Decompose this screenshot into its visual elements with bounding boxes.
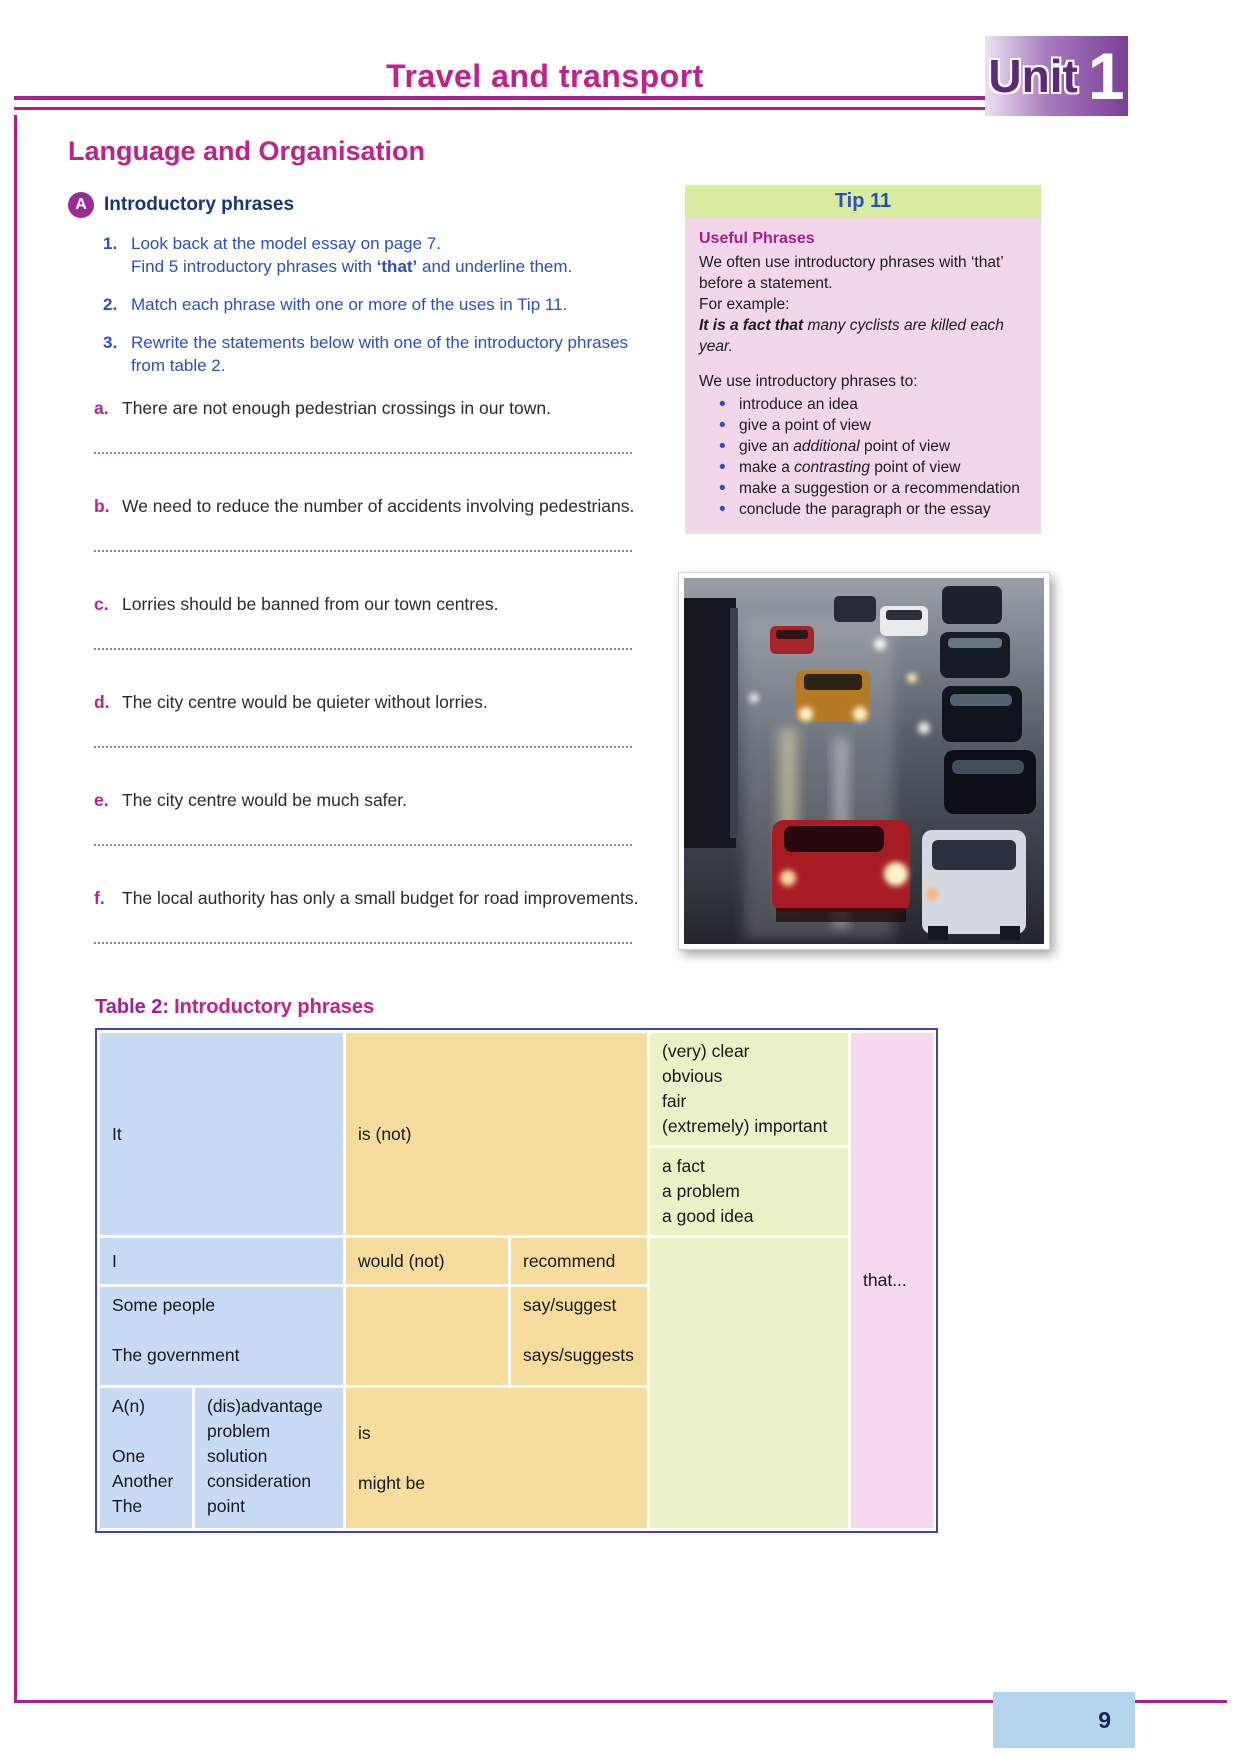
statement-b [94,495,646,552]
instruction-number: 2. [103,295,118,314]
tip-intro: We often use introductory phrases with ‘that’ before a statement. [699,254,1004,292]
answer-line [94,942,632,944]
tip-use-text: give a point of view [739,417,871,434]
tip-body [685,218,1041,534]
tip-use-item [719,457,1027,478]
tip-use-text: make a [739,459,795,476]
left-margin-rule [14,115,17,1703]
statement-d [94,691,646,748]
statement-letter: d. [94,692,110,712]
cell-line: Another [112,1471,174,1491]
answer-line [94,746,632,748]
cell-adjectives [650,1033,848,1145]
statement-a [94,397,646,454]
instruction-number: 1. [103,234,118,253]
tip-use-text: introduce an idea [739,396,858,413]
cell-is-might-be [346,1388,647,1528]
page-number-block [993,1692,1135,1748]
instruction-2 [103,293,646,316]
statement-c [94,593,646,650]
tip-use-text: point of view [859,438,951,455]
tip-use-emphasis: additional [793,438,860,455]
tip-uses-list [699,394,1027,520]
tip-use-item [719,436,1027,457]
statement-text: The city centre would be much safer. [122,790,407,810]
cell-line: A(n) [112,1396,146,1416]
tip-use-text: conclude the paragraph or the essay [739,501,991,518]
instruction-text [131,232,572,278]
cell-line: a problem [662,1181,740,1201]
instruction-text [131,331,628,377]
cell-line: solution [207,1446,268,1466]
traffic-photo [678,572,1050,950]
cell-line: (extremely) important [662,1116,828,1136]
statement-e [94,789,646,846]
tip-use-item [719,415,1027,436]
tip-use-item [719,394,1027,415]
instruction-3 [103,331,646,377]
cell-line: a fact [662,1156,705,1176]
cell-line: point [207,1496,245,1516]
table-caption-title: Introductory phrases [174,996,375,1018]
cell-say-suggest [511,1287,647,1385]
cell-line: Some people [112,1295,216,1315]
instruction-fragment: Find 5 introductory phrases with [131,257,377,276]
cell-empty-green [650,1238,848,1528]
cell-line: obvious [662,1066,723,1086]
tip-example-label: For example: [699,296,790,313]
cell-line: might be [358,1472,426,1493]
statement-letter: f. [94,888,105,908]
tip-use-text: point of view [869,459,961,476]
tip-example-bold: It is a fact that [699,317,804,334]
table-2 [95,1028,938,1533]
statements-list [68,397,646,944]
instruction-number: 3. [103,333,118,352]
cell-subjects [100,1287,343,1385]
cell-i: I [100,1238,343,1284]
header-rule-top [14,96,1127,100]
cell-line: consideration [207,1471,312,1491]
cell-would-not: would (not) [346,1238,508,1284]
instruction-text: Match each phrase with one or more of the uses in Tip 11. [131,295,568,314]
statement-f [94,887,646,944]
header-rule-bottom [14,107,1127,110]
cell-line: is [358,1422,371,1443]
answer-line [94,452,632,454]
cell-determiners [100,1388,192,1528]
cell-line: fair [662,1091,687,1111]
answer-line [94,648,632,650]
tip-use-text: give an [739,438,794,455]
unit-number: 1 [1087,39,1125,113]
cell-line: problem [207,1421,271,1441]
instruction-fragment: and underline them. [417,257,573,276]
statement-text: There are not enough pedestrian crossings in our town. [122,398,552,418]
tip-title: Tip 11 [685,185,1041,218]
tip-box [685,185,1041,534]
instruction-line: Look back at the model essay on page 7. [131,234,441,253]
statement-letter: a. [94,398,109,418]
unit-label: Unit [988,50,1078,102]
cell-that: that... [851,1033,933,1528]
traffic-photo-image [684,578,1044,944]
cell-recommend: recommend [511,1238,647,1284]
statement-text: The local authority has only a small budget for road improvements. [122,888,639,908]
section-a-badge-icon: A [68,192,94,218]
instruction-keyword: ‘that’ [376,257,418,276]
instruction-1 [103,232,646,278]
tip-uses-lead: We use introductory phrases to: [699,373,918,390]
page-title: Language and Organisation [68,136,426,166]
tip-use-text: make a suggestion or a recommendation [739,480,1020,497]
section-a-heading: Introductory phrases [104,194,295,215]
cell-line: says/suggests [523,1345,634,1365]
tip-use-item [719,499,1027,520]
tip-subtitle: Useful Phrases [699,230,815,247]
statement-letter: e. [94,790,109,810]
statement-text: The city centre would be quieter without lorries. [122,692,488,712]
cell-line: The government [112,1345,240,1365]
cell-empty-yellow [346,1287,508,1385]
page-number: 9 [1098,1706,1111,1733]
cell-it: It [100,1033,343,1235]
answer-line [94,844,632,846]
cell-nouns [650,1148,848,1235]
section-a [68,192,646,985]
tip-example [699,315,1027,357]
statement-text: Lorries should be banned from our town centres. [122,594,499,614]
statement-letter: b. [94,496,110,516]
answer-line [94,550,632,552]
instruction-line: from table 2. [131,356,226,375]
cell-line: say/suggest [523,1295,617,1315]
cell-line: (very) clear [662,1041,750,1061]
unit-banner [985,36,1128,116]
statement-letter: c. [94,594,109,614]
table-2-caption [95,996,938,1019]
instruction-line [131,255,572,278]
section-a-header [68,192,646,218]
table-caption-label: Table 2: [95,996,170,1018]
page-header-title: Travel and transport [386,58,704,94]
cell-line: The [112,1496,143,1516]
table-2-section [95,996,938,1533]
tip-use-emphasis: contrasting [794,459,870,476]
cell-line: One [112,1446,146,1466]
tip-example-rest: many cyclists are killed each year. [699,317,1004,355]
instruction-line: Rewrite the statements below with one of the introductory phrases [131,333,629,352]
cell-is-not: is (not) [346,1033,647,1235]
cell-line: a good idea [662,1206,754,1226]
statement-text: We need to reduce the number of accidents involving pedestrians. [122,496,635,516]
cell-line: (dis)advantage [207,1396,323,1416]
cell-noun-options [195,1388,343,1528]
tip-use-item [719,478,1027,499]
